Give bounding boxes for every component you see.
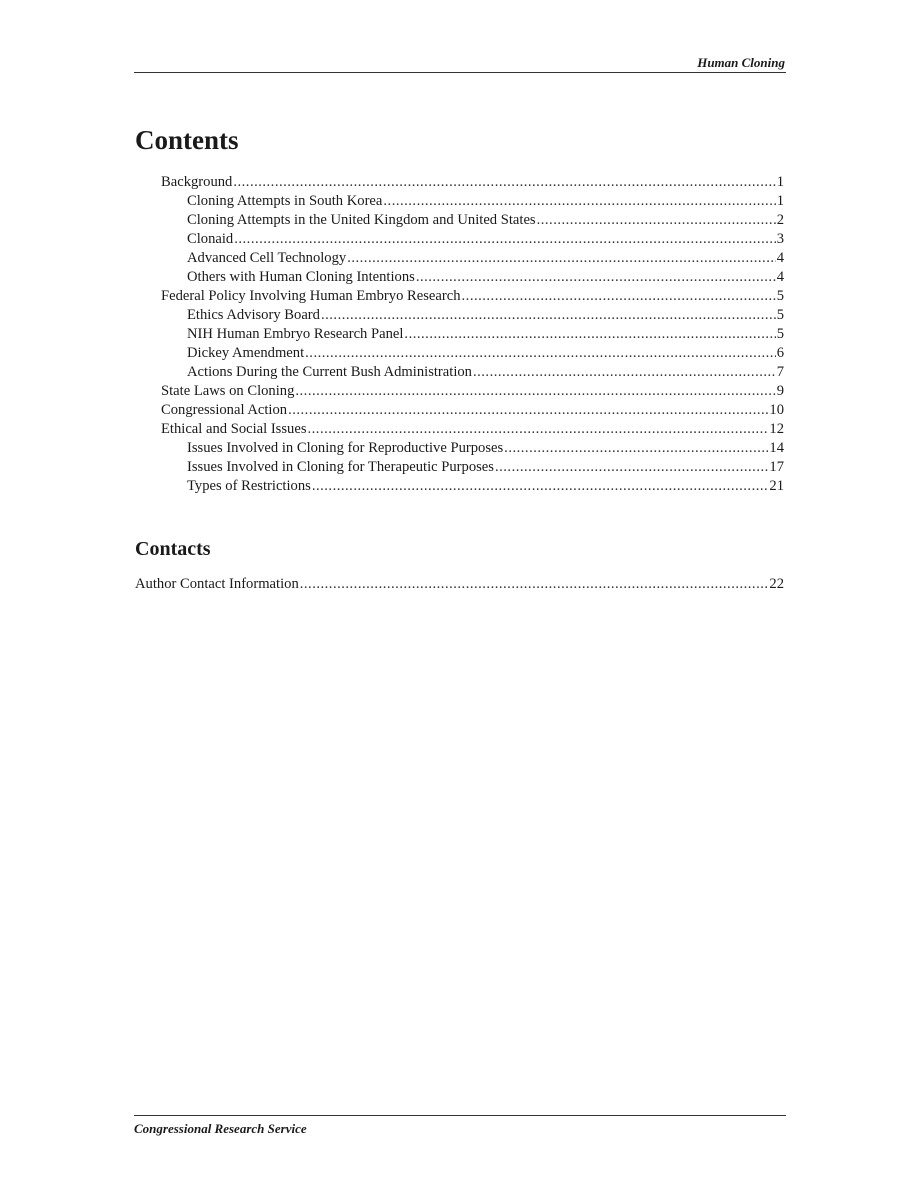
toc-entry-ethical-social-issues[interactable] (161, 420, 784, 439)
footer-organization: Congressional Research Service (134, 1121, 307, 1136)
toc-page-number: 6 (776, 345, 784, 361)
toc-entry-label: Actions During the Current Bush Administration (187, 364, 472, 380)
toc-page-number: 10 (769, 402, 784, 418)
toc-entry-label: Congressional Action (161, 402, 288, 418)
table-of-contents (161, 173, 784, 496)
dot-leader (416, 268, 776, 287)
toc-entry-label: Ethical and Social Issues (161, 421, 307, 437)
toc-entry-label: Ethics Advisory Board (187, 307, 320, 323)
dot-leader (504, 439, 768, 458)
toc-entry-cloning-attempts-uk-us[interactable] (161, 211, 784, 230)
dot-leader (347, 249, 776, 268)
toc-entry-label: Advanced Cell Technology (187, 250, 347, 266)
dot-leader (404, 325, 775, 344)
toc-entry-therapeutic-purposes[interactable] (161, 458, 784, 477)
toc-entry-label: Cloning Attempts in the United Kingdom and United States (187, 212, 536, 228)
toc-entry-types-of-restrictions[interactable] (161, 477, 784, 496)
toc-entry-cloning-attempts-south-korea[interactable] (161, 192, 784, 211)
toc-entry-label: Author Contact Information (135, 576, 299, 592)
toc-page-number: 9 (776, 383, 784, 399)
dot-leader (295, 382, 775, 401)
toc-entry-label: Others with Human Cloning Intentions (187, 269, 415, 285)
toc-page-number: 21 (769, 478, 784, 494)
toc-entry-label: NIH Human Embryo Research Panel (187, 326, 404, 342)
toc-entry-label: Federal Policy Involving Human Embryo Research (161, 288, 461, 304)
toc-entry-others-human-cloning[interactable] (161, 268, 784, 287)
dot-leader (495, 458, 768, 477)
toc-page-number: 5 (776, 326, 784, 342)
toc-entry-ethics-advisory-board[interactable] (161, 306, 784, 325)
toc-entry-clonaid[interactable] (161, 230, 784, 249)
dot-leader (462, 287, 776, 306)
toc-entry-label: Background (161, 174, 233, 190)
toc-entry-label: Types of Restrictions (187, 478, 311, 494)
toc-page-number: 2 (776, 212, 784, 228)
toc-entry-label: Cloning Attempts in South Korea (187, 193, 383, 209)
running-footer (134, 1115, 786, 1138)
toc-entry-label: State Laws on Cloning (161, 383, 295, 399)
toc-page-number: 14 (769, 440, 784, 456)
contacts-list (135, 575, 784, 594)
contacts-heading: Contacts (135, 538, 211, 560)
dot-leader (321, 306, 776, 325)
toc-entry-author-contact-information[interactable] (135, 575, 784, 594)
dot-leader (305, 344, 776, 363)
dot-leader (383, 192, 775, 211)
dot-leader (473, 363, 776, 382)
toc-entry-label: Clonaid (187, 231, 234, 247)
running-title: Human Cloning (697, 55, 785, 70)
toc-page-number: 1 (776, 193, 784, 209)
toc-page-number: 7 (776, 364, 784, 380)
dot-leader (300, 575, 769, 594)
toc-page-number: 22 (769, 576, 784, 592)
toc-entry-federal-policy[interactable] (161, 287, 784, 306)
toc-entry-label: Issues Involved in Cloning for Therapeutic Purposes (187, 459, 494, 475)
toc-entry-dickey-amendment[interactable] (161, 344, 784, 363)
toc-page-number: 5 (776, 307, 784, 323)
toc-entry-background[interactable] (161, 173, 784, 192)
toc-entry-advanced-cell-technology[interactable] (161, 249, 784, 268)
toc-page-number: 5 (776, 288, 784, 304)
toc-page-number: 4 (776, 250, 784, 266)
toc-entry-label: Dickey Amendment (187, 345, 305, 361)
dot-leader (537, 211, 776, 230)
toc-page-number: 17 (769, 459, 784, 475)
toc-page-number: 12 (769, 421, 784, 437)
toc-entry-nih-panel[interactable] (161, 325, 784, 344)
dot-leader (233, 173, 775, 192)
toc-entry-congressional-action[interactable] (161, 401, 784, 420)
toc-entry-bush-administration[interactable] (161, 363, 784, 382)
toc-entry-state-laws[interactable] (161, 382, 784, 401)
running-header (134, 54, 786, 73)
toc-entry-label: Issues Involved in Cloning for Reproductive Purposes (187, 440, 504, 456)
dot-leader (312, 477, 769, 496)
toc-page-number: 3 (776, 231, 784, 247)
dot-leader (308, 420, 769, 439)
contents-heading: Contents (135, 125, 239, 155)
dot-leader (288, 401, 768, 420)
toc-entry-reproductive-purposes[interactable] (161, 439, 784, 458)
dot-leader (234, 230, 775, 249)
toc-page-number: 4 (776, 269, 784, 285)
toc-page-number: 1 (776, 174, 784, 190)
